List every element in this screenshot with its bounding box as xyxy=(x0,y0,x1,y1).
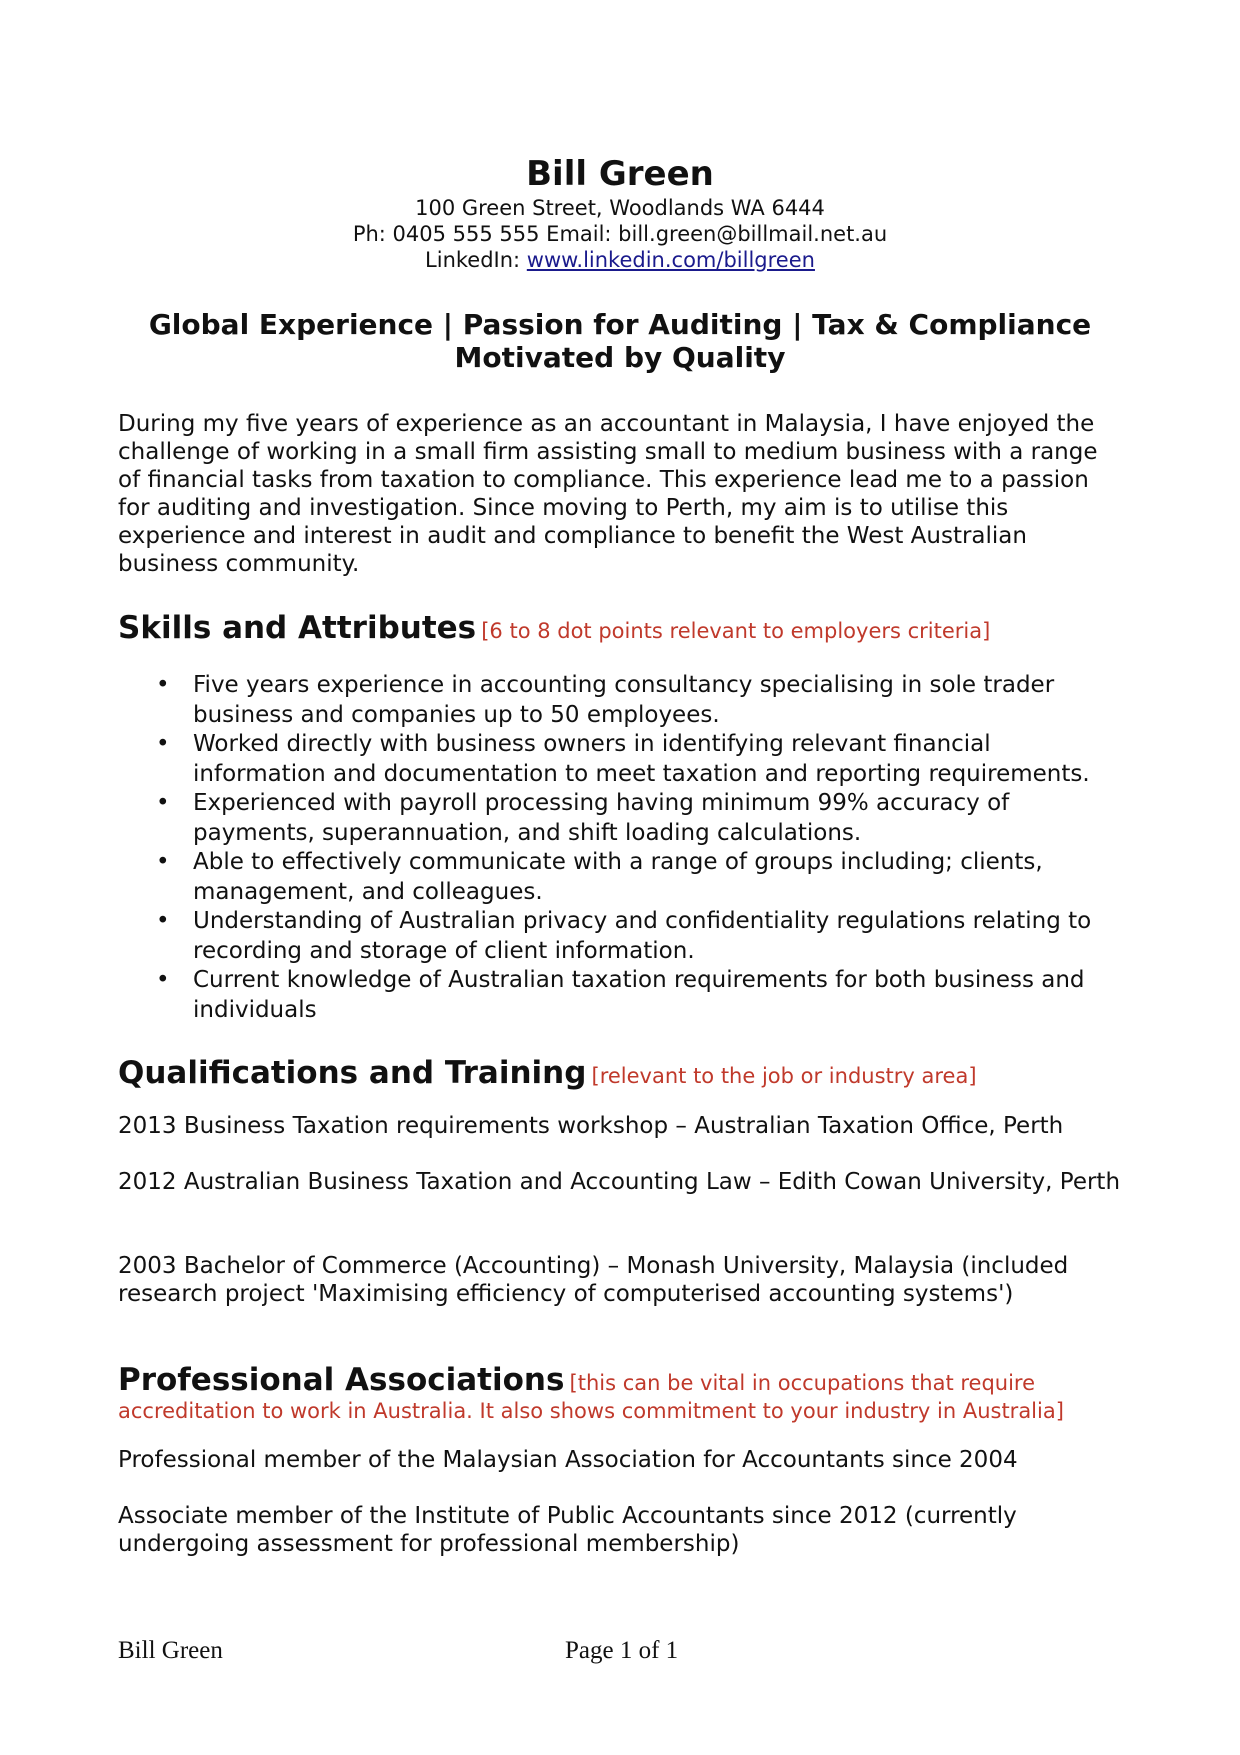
tagline-line-2: Motivated by Quality xyxy=(454,341,786,374)
bullet-icon: • xyxy=(156,967,170,993)
linkedin-label: LinkedIn: xyxy=(425,248,527,272)
address-line: 100 Green Street, Woodlands WA 6444 xyxy=(415,196,825,220)
bullet-icon: • xyxy=(156,672,170,698)
qualifications-heading xyxy=(118,1057,1128,1094)
skills-heading xyxy=(118,612,1128,649)
skill-item xyxy=(118,671,1128,730)
bullet-icon: • xyxy=(156,849,170,875)
skill-text: Able to effectively communicate with a range of groups including; clients, management, and colleagues. xyxy=(193,849,1043,905)
candidate-name: Bill Green xyxy=(526,154,714,194)
contact-line: Ph: 0405 555 555 Email: bill.green@billmail.net.au xyxy=(352,222,888,246)
associations-note: [this can be vital in occupations that require accreditation to work in Australia. It also shows commitment to your industry in Australia] xyxy=(118,1371,1064,1423)
bullet-icon: • xyxy=(156,790,170,816)
associations-heading xyxy=(118,1362,1128,1426)
footer-name: Bill Green xyxy=(118,1637,223,1664)
skill-item xyxy=(118,966,1128,1025)
skill-text: Experienced with payroll processing having minimum 99% accuracy of payments, superannuation, and shift loading calculations. xyxy=(193,790,1010,846)
bullet-icon: • xyxy=(156,731,170,757)
skill-item xyxy=(118,848,1128,907)
skill-item xyxy=(118,907,1128,966)
associations-title: Professional Associations xyxy=(118,1362,565,1398)
bullet-icon: • xyxy=(156,908,170,934)
skill-item xyxy=(118,789,1128,848)
skill-text: Five years experience in accounting consultancy specialising in sole trader business and companies up to 50 employees. xyxy=(193,672,1055,728)
qualifications-title: Qualifications and Training xyxy=(118,1055,587,1091)
skills-title: Skills and Attributes xyxy=(118,610,477,646)
qualification-item: 2013 Business Taxation requirements workshop – Australian Taxation Office, Perth xyxy=(118,1113,1064,1139)
skill-text: Worked directly with business owners in identifying relevant financial information and documentation to meet taxation and reporting requirements. xyxy=(193,731,1090,787)
qualification-item: 2012 Australian Business Taxation and Accounting Law – Edith Cowan University, Perth xyxy=(118,1169,1121,1195)
skills-list xyxy=(118,671,1128,1025)
linkedin-link[interactable]: www.linkedin.com/billgreen xyxy=(526,248,815,272)
skill-item xyxy=(118,730,1128,789)
association-item: Professional member of the Malaysian Association for Accountants since 2004 xyxy=(118,1447,1018,1473)
qualification-item: 2003 Bachelor of Commerce (Accounting) – Monash University, Malaysia (included research project 'Maximising efficiency of computerised accounting systems') xyxy=(118,1253,1069,1307)
linkedin-line xyxy=(0,247,1240,273)
summary-paragraph: During my five years of experience as an accountant in Malaysia, I have enjoyed the challenge of working in a small firm assisting small to medium business with a range of financial tasks from taxation to compliance. This experience lead me to a passion for auditing and investigation. Since moving to Perth, my aim is to utilise this experience and interest in audit and compliance to benefit the West Australian business community. xyxy=(118,411,1098,577)
association-item: Associate member of the Institute of Public Accountants since 2012 (currently undergoing assessment for professional membership) xyxy=(118,1503,1017,1557)
tagline-line-1: Global Experience | Passion for Auditing | Tax & Compliance xyxy=(148,308,1092,341)
qualifications-note: [relevant to the job or industry area] xyxy=(591,1064,977,1088)
skill-text: Understanding of Australian privacy and confidentiality regulations relating to recording and storage of client information. xyxy=(193,908,1092,964)
skills-note: [6 to 8 dot points relevant to employers criteria] xyxy=(481,619,991,643)
skill-text: Current knowledge of Australian taxation requirements for both business and individuals xyxy=(193,967,1085,1023)
footer-page-number: Page 1 of 1 xyxy=(565,1637,679,1664)
